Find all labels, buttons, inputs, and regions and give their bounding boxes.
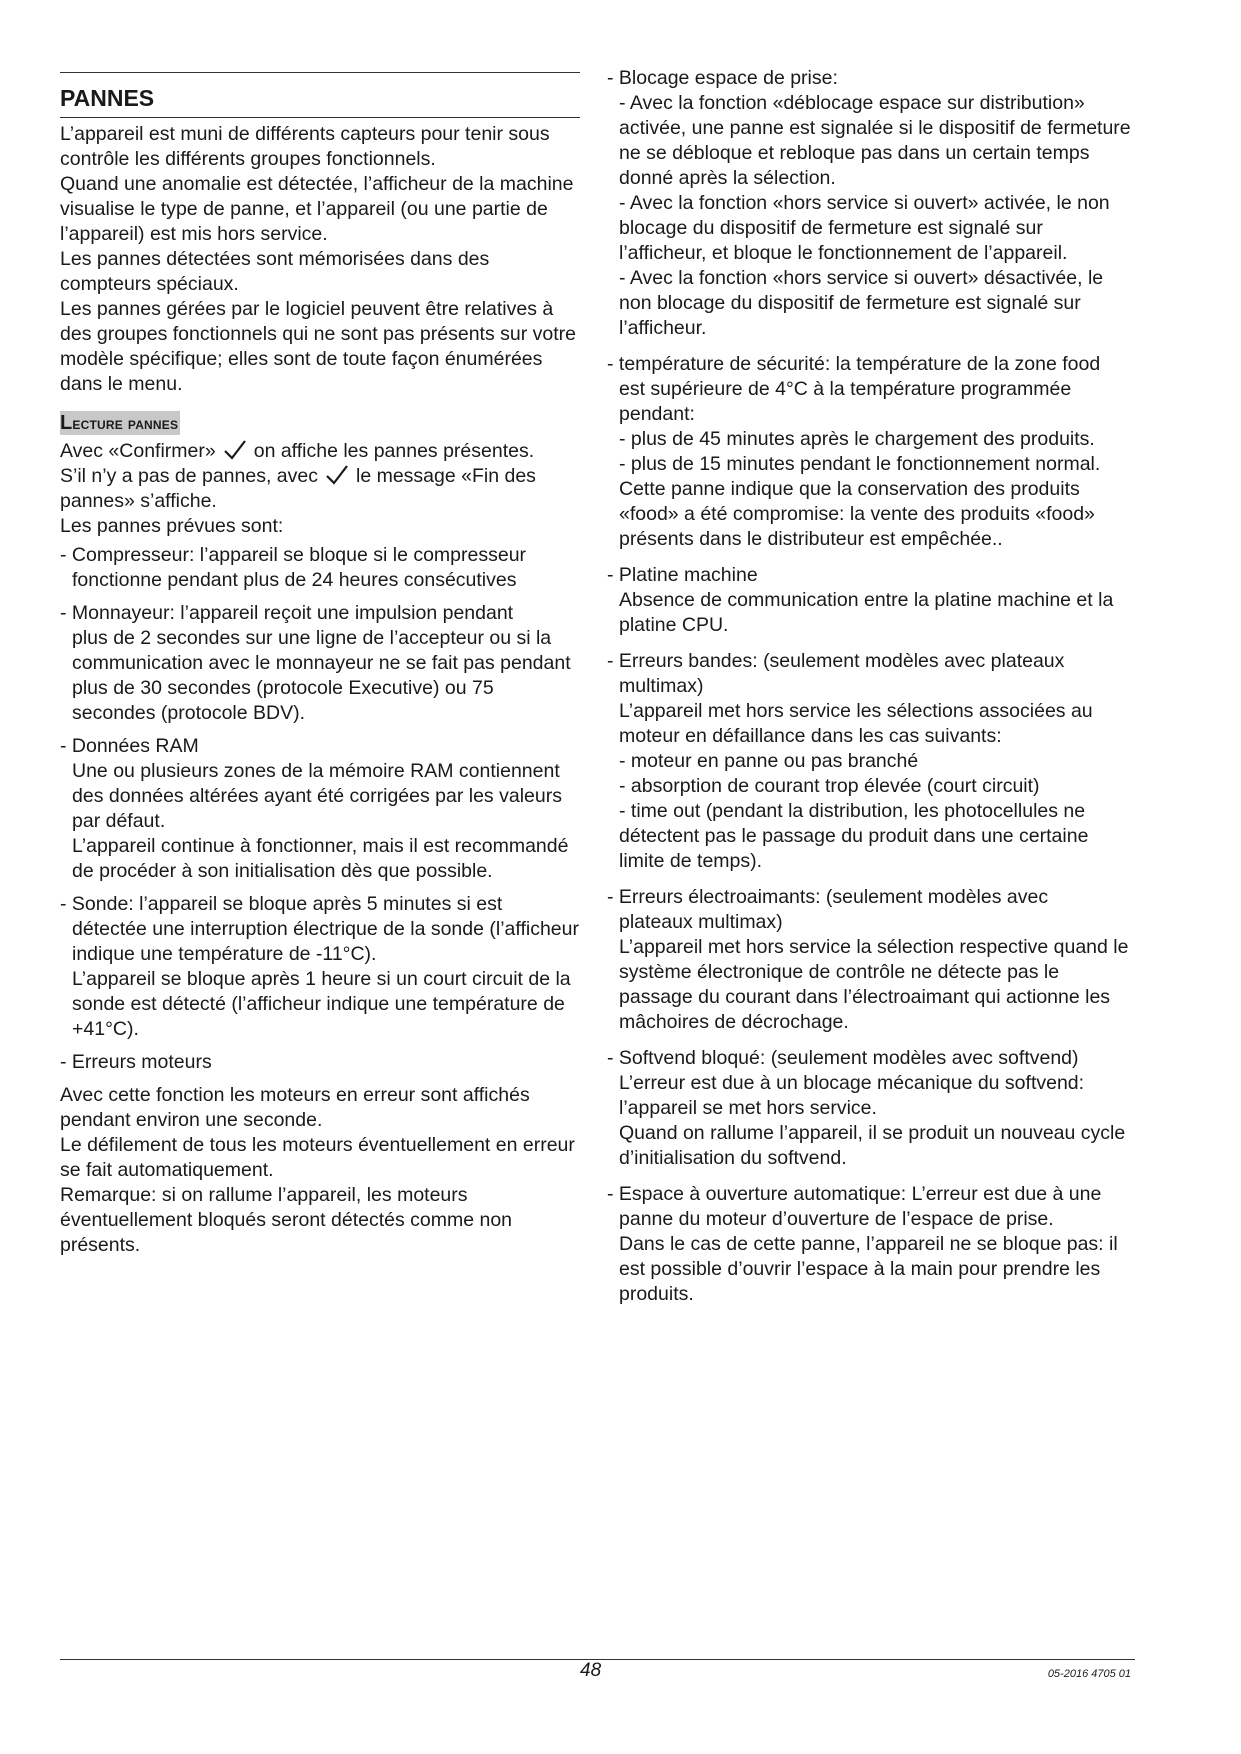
list-item: - température de sécurité: la température de la zone food est supérieure de 4°C à la température programmée pendant: - plus de 45 minutes après le chargement des produits. - plus de 15 minutes pendant le fonctionnement normal. Cette panne indique que la conservation des produits «food» a été compromise: la vente des produits «food» présents dans le distributeur est empêchée.. xyxy=(607,353,1101,550)
intro-paragraph-2: Quand une anomalie est détectée, l’afficheur de la machine visualise le type de panne, et l’appareil (ou une partie de l’appareil) est mis hors service. xyxy=(60,173,574,245)
right-column xyxy=(607,66,1135,1318)
list-item: - Sonde: l’appareil se bloque après 5 minutes si est détectée une interruption électrique de la sonde (l’afficheur indique une température de -11°C). L’appareil se bloque après 1 heure si un court circuit de la sonde est détecté (l’afficheur indique une température de +41°C). xyxy=(60,893,579,1040)
list-item: - Erreurs moteurs xyxy=(60,1051,212,1073)
intro-paragraph-1: L’appareil est muni de différents capteurs pour tenir sous contrôle les différents groupes fonctionnels. xyxy=(60,123,550,170)
reading-line-2: S’il n’y a pas de pannes, avec le message «Fin des pannes» s’affiche. xyxy=(60,465,536,512)
reading-line-3: Les pannes prévues sont: xyxy=(60,515,284,537)
list-item: - Données RAM Une ou plusieurs zones de la mémoire RAM contiennent des données altérées ayant été corrigées par les valeurs par défaut. L’appareil continue à fonctionner, mais il est recommandé de procéder à son initialisation dès que possible. xyxy=(60,735,569,882)
list-item: - Erreurs bandes: (seulement modèles avec plateaux multimax) L’appareil met hors service les sélections associées au moteur en défaillance dans les cas suivants: - moteur en panne ou pas branché - absorption de courant trop élevée (court circuit) - time out (pendant la distribution, les photocellules ne détectent pas le passage du produit dans une certaine limite de temps). xyxy=(607,650,1093,872)
document-code: 05-2016 4705 01 xyxy=(1047,1668,1131,1680)
list-item: - Espace à ouverture automatique: L’erreur est due à une panne du moteur d’ouverture de l’espace de prise. Dans le cas de cette panne, l’appareil ne se bloque pas: il est possible d’ouvrir l’espace à la main pour prendre les produits. xyxy=(607,1183,1118,1305)
list-item: - Softvend bloqué: (seulement modèles avec softvend) L’erreur est due à un blocage mécanique du softvend: l’appareil se met hors service. Quand on rallume l’appareil, il se produit un nouveau cycle d’initialisation du softvend. xyxy=(607,1047,1126,1169)
list-item: - Monnayeur: l’appareil reçoit une impulsion pendant plus de 2 secondes sur une ligne de l’accepteur ou si la communication avec le monnayeur ne se fait pas pendant plus de 30 secondes (protocole Executive) ou 75 secondes (protocole BDV). xyxy=(60,602,571,724)
list-item: - Platine machine Absence de communication entre la platine machine et la platine CPU. xyxy=(607,564,1114,636)
checkmark-icon xyxy=(324,464,350,486)
page-title: PANNES xyxy=(60,72,580,118)
list-item: - Blocage espace de prise: - Avec la fonction «déblocage espace sur distribution» activée, une panne est signalée si le dispositif de fermeture ne se débloque et rebloque pas dans un certain temps donné après la sélection. - Avec la fonction «hors service si ouvert» activée, le non blocage du dispositif de fermeture est signalé sur l’afficheur, et bloque le fonctionnement de l’appareil. - Avec la fonction «hors service si ouvert» désactivée, le non blocage du dispositif de fermeture est signalé sur l’afficheur. xyxy=(607,67,1131,339)
motor-errors-text: Avec cette fonction les moteurs en erreur sont affichés pendant environ une seconde. Le défilement de tous les moteurs éventuellement en erreur se fait automatiquement. Remarque: si on rallume l’appareil, les moteurs éventuellement bloqués seront détectés comme non présents. xyxy=(60,1084,575,1256)
intro-paragraph-4: Les pannes gérées par le logiciel peuvent être relatives à des groupes fonctionnels qui ne sont pas présents sur votre modèle spécifique; elles sont de toute façon énumérées dans le menu. xyxy=(60,298,576,395)
left-column xyxy=(60,66,580,1258)
intro-paragraph-3: Les pannes détectées sont mémorisées dans des compteurs spéciaux. xyxy=(60,248,490,295)
checkmark-icon xyxy=(222,439,248,461)
list-item: - Erreurs électroaimants: (seulement modèles avec plateaux multimax) L’appareil met hors service la sélection respective quand le système électronique de contrôle ne détecte pas le passage du courant dans l’électroaimant qui actionne les mâchoires de décrochage. xyxy=(607,886,1129,1033)
list-item: - Compresseur: l’appareil se bloque si le compresseur fonctionne pendant plus de 24 heures consécutives xyxy=(60,544,527,591)
reading-line-1: Avec «Confirmer» on affiche les pannes présentes. xyxy=(60,440,535,462)
page-number: 48 xyxy=(580,1660,602,1681)
section-subheading: Lecture pannes xyxy=(60,412,179,434)
